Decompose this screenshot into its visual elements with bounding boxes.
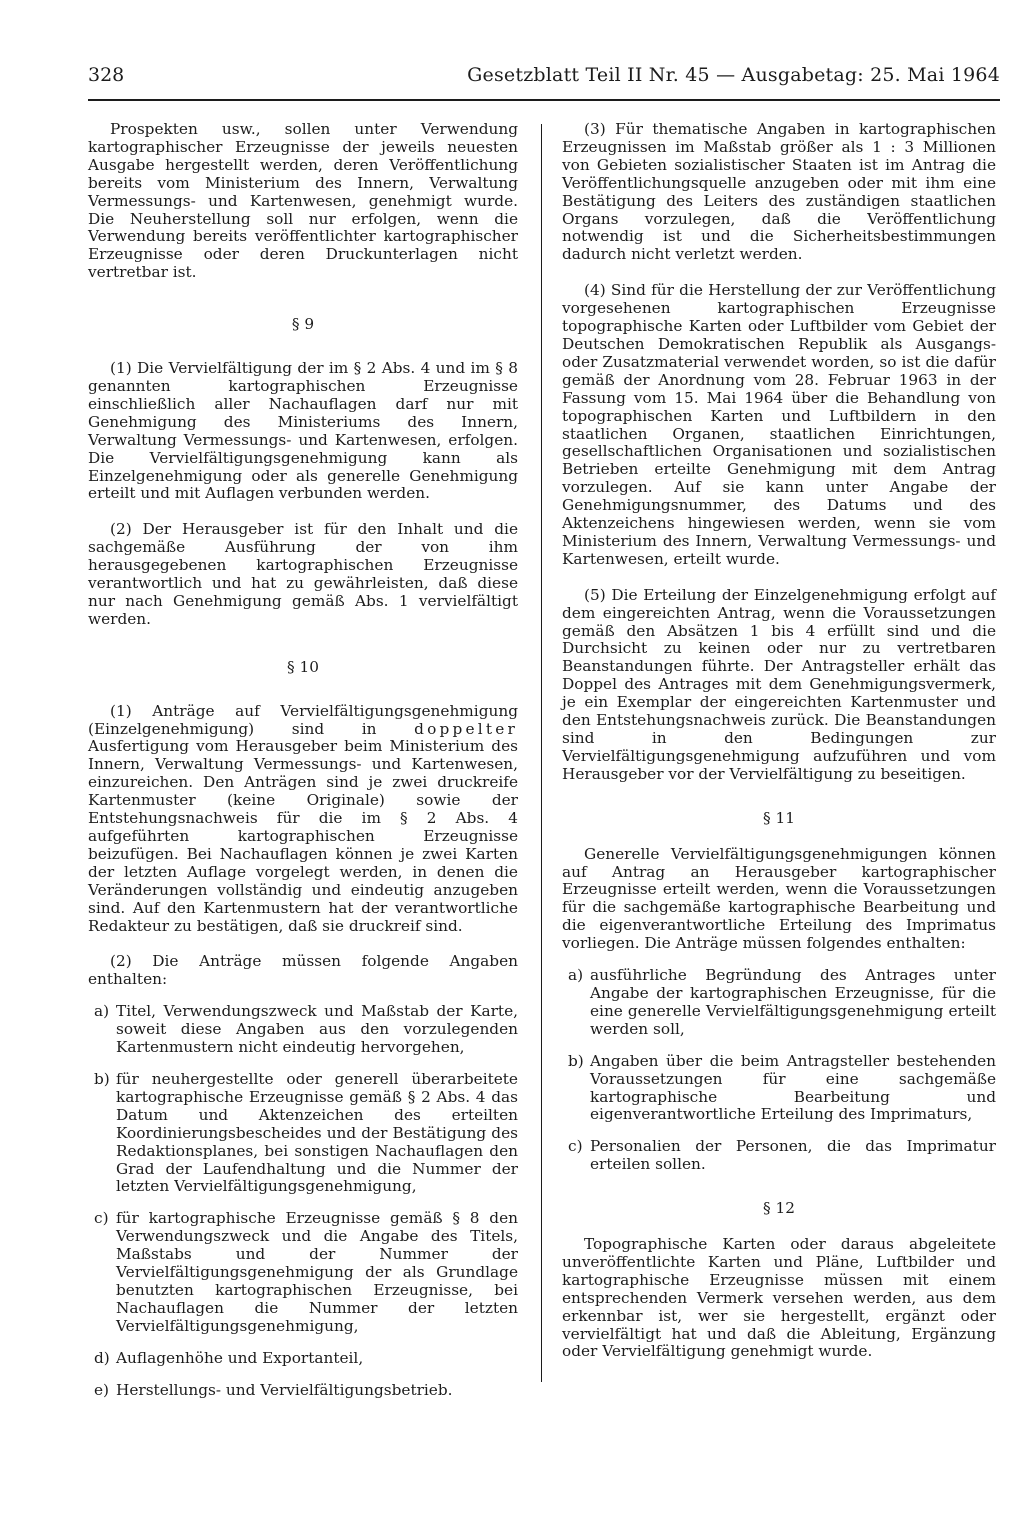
list-item xyxy=(562,1138,996,1174)
section-10-paragraph-3: (3) Für thematische Angaben in kartographischen Erzeugnissen im Maßstab größer als 1 : 3 Millionen von Gebieten sozialistischer Staaten ist im Antrag die Veröffentlichungsquelle anzugeben oder mit ihm eine Bestätigung des Leiters des zuständigen staatlichen Organs vorzulegen, daß die Veröffentlichung notwendig ist und die Sicherheitsbestimmungen dadurch nicht verletzt werden. xyxy=(562,120,996,264)
section-9-paragraph-1: (1) Die Vervielfältigung der im § 2 Abs. 4 und im § 8 genannten kartographischen Erzeugnisse einschließlich aller Nachauflagen darf nur mit Genehmigung des Ministeriums des Innern, Verwaltung Vermessungs- und Kartenwesen, erfolgen. Die Vervielfältigungsgenehmigung kann als Einzelgenehmigung oder als generelle Genehmigung erteilt und mit Auflagen verbunden werden. xyxy=(88,359,518,503)
list-item xyxy=(562,1053,996,1125)
section-10-paragraph-2: (2) Die Anträge müssen folgende Angaben enthalten: xyxy=(88,952,518,989)
s10-p1-text-a: (1) Anträge auf Vervielfältigungsgenehmigung (Einzelgenehmigung) sind in xyxy=(88,701,518,738)
list-item-label: c) xyxy=(568,1137,583,1156)
list-item-label: b) xyxy=(568,1051,584,1070)
s10-p1-text-b: Ausfertigung vom Herausgeber beim Ministerium des Innern, Verwaltung Vermessungs- und Kartenwesen, einzureichen. Den Anträgen sind je zwei druckreife Kartenmuster (keine Originale) sowie der Entstehungsnachweis für die im § 2 Abs. 4 aufgeführten kartographischen Erzeugnisse beizufügen. Bei Nachauflagen können je zwei Karten der letzten Auflage vorgelegt werden, in denen die Veränderungen vollständig und eindeutig anzugeben sind. Auf den Kartenmustern hat der verantwortliche Redakteur zu bestätigen, daß sie druckreif sind. xyxy=(88,737,518,935)
list-item-text: Angaben über die beim Antragsteller bestehenden Voraussetzungen für eine sachgemäße kartographische Bearbeitung und eigenverantwortliche Erteilung des Imprimaturs, xyxy=(590,1051,996,1124)
page-header xyxy=(88,64,1000,94)
section-10-paragraph-5: (5) Die Erteilung der Einzelgenehmigung erfolgt auf dem eingereichten Antrag, wenn die Voraussetzungen gemäß den Absätzen 1 bis 4 erfüllt sind und die Durchsicht zu keinen oder nur zu vertretbaren Beanstandungen führte. Der Antragsteller erhält das Doppel des Antrages mit dem Genehmigungsvermerk, je ein Exemplar der eingereichten Kartenmuster und den Entstehungsnachweis zurück. Die Beanstandungen sind in den Bedingungen zur Vervielfältigungsgenehmigung aufzuführen und vom Herausgeber vor der Vervielfältigung zu beseitigen. xyxy=(562,585,996,783)
s10-p1-spaced-word: doppelter xyxy=(414,719,518,738)
section-11-list xyxy=(562,967,996,1174)
list-item xyxy=(88,1003,518,1057)
left-column xyxy=(88,121,518,1399)
list-item-label: c) xyxy=(94,1209,109,1228)
list-item-label: a) xyxy=(94,1002,110,1021)
list-item-label: a) xyxy=(568,966,584,985)
section-9-heading: § 9 xyxy=(291,315,315,334)
section-10-list xyxy=(88,1003,518,1399)
section-10-heading: § 10 xyxy=(287,657,319,676)
list-item-label: e) xyxy=(94,1380,110,1399)
right-column xyxy=(562,121,996,1361)
page-number: 328 xyxy=(88,64,125,86)
section-11-heading: § 11 xyxy=(763,808,795,827)
list-item-text: ausführliche Begründung des Antrages unter Angabe der kartographischen Erzeugnisse, für die eine generelle Vervielfältigungsgenehmigung erteilt werden soll, xyxy=(590,966,996,1038)
list-item xyxy=(88,1210,518,1335)
header-title: Gesetzblatt Teil II Nr. 45 — Ausgabetag: 25. Mai 1964 xyxy=(467,64,1000,86)
list-item xyxy=(88,1071,518,1196)
section-9-paragraph-2: (2) Der Herausgeber ist für den Inhalt und die sachgemäße Ausführung der von ihm herausgegebenen kartographischen Erzeugnisse verantwortlich und hat zu gewährleisten, daß diese nur nach Genehmigung gemäß Abs. 1 vervielfältigt werden. xyxy=(88,520,518,628)
list-item-text: Titel, Verwendungszweck und Maßstab der Karte, soweit diese Angaben aus den vorzulegenden Kartenmustern nicht eindeutig hervorgehen, xyxy=(116,1002,518,1057)
header-rule xyxy=(88,99,1000,101)
list-item-label: b) xyxy=(94,1069,110,1088)
list-item-text: für neuhergestellte oder generell überarbeitete kartographische Erzeugnisse gemäß § 2 Abs. 4 das Datum und Aktenzeichen des erteilten Koordinierungsbescheides und der Bestätigung des Redaktionsplanes, bei sonstigen Nachauflagen den Grad der Laufendhaltung und die Nummer der letzten Vervielfältigungsgenehmigung, xyxy=(116,1069,518,1196)
list-item xyxy=(562,967,996,1039)
intro-paragraph: Prospekten usw., sollen unter Verwendung kartographischer Erzeugnisse der jeweils neuesten Ausgabe hergestellt werden, deren Veröffentlichung bereits vom Ministerium des Innern, Verwaltung Vermessungs- und Kartenwesen, genehmigt wurde. Die Neuherstellung soll nur erfolgen, wenn die Verwendung bereits veröffentlichter kartographischer Erzeugnisse oder deren Druckunterlagen nicht vertretbar ist. xyxy=(88,120,518,282)
list-item xyxy=(88,1382,518,1400)
section-10-paragraph-4: (4) Sind für die Herstellung der zur Veröffentlichung vorgesehenen kartographischen Erzeugnisse topographische Karten oder Luftbilder vom Gebiet der Deutschen Demokratischen Republik als Ausgangs- oder Zusatzmaterial verwendet worden, so ist die dafür gemäß der Anordnung vom 28. Februar 1963 in der Fassung vom 15. Mai 1964 über die Behandlung von topographischen Karten und Luftbildern in den staatlichen Organen, staatlichen Einrichtungen, gesellschaftlichen Organisationen und sozialistischen Betrieben erteilte Genehmigung mit dem Antrag vorzulegen. Auf sie kann unter Angabe der Genehmigungsnummer, des Datums und des Aktenzeichens hingewiesen werden, wenn sie vom Ministerium des Innern, Verwaltung Vermessungs- und Kartenwesen, erteilt wurde. xyxy=(562,281,996,568)
list-item-text: für kartographische Erzeugnisse gemäß § 8 den Verwendungszweck und die Angabe des Titels, Maßstabs und der Nummer der Vervielfältigungsgenehmigung der als Grundlage benutzten kartographischen Erzeugnisse, bei Nachauflagen die Nummer der letzten Vervielfältigungsgenehmigung, xyxy=(116,1209,518,1335)
section-12-heading: § 12 xyxy=(763,1199,795,1218)
section-12-paragraph: Topographische Karten oder daraus abgeleitete unveröffentlichte Karten und Pläne, Luftbilder und kartographische Erzeugnisse müssen mit einem entsprechenden Vermerk versehen werden, aus dem erkennbar ist, wer sie hergestellt, ergänzt oder vervielfältigt hat und daß die Ableitung, Ergänzung oder Vervielfältigung genehmigt wurde. xyxy=(562,1235,996,1361)
section-10-paragraph-1 xyxy=(88,703,518,936)
list-item-text: Herstellungs- und Vervielfältigungsbetrieb. xyxy=(116,1380,453,1399)
list-item-text: Auflagenhöhe und Exportanteil, xyxy=(116,1348,364,1367)
list-item xyxy=(88,1350,518,1368)
list-item-label: d) xyxy=(94,1348,110,1367)
section-11-paragraph: Generelle Vervielfältigungsgenehmigungen können auf Antrag an Herausgeber kartographischer Erzeugnisse erteilt werden, wenn die Voraussetzungen für die sachgemäße kartographische Bearbeitung und die eigenverantwortliche Erteilung des Imprimatus vorliegen. Die Anträge müssen folgendes enthalten: xyxy=(562,844,996,953)
list-item-text: Personalien der Personen, die das Imprimatur erteilen sollen. xyxy=(590,1137,996,1174)
column-divider xyxy=(541,124,542,1382)
